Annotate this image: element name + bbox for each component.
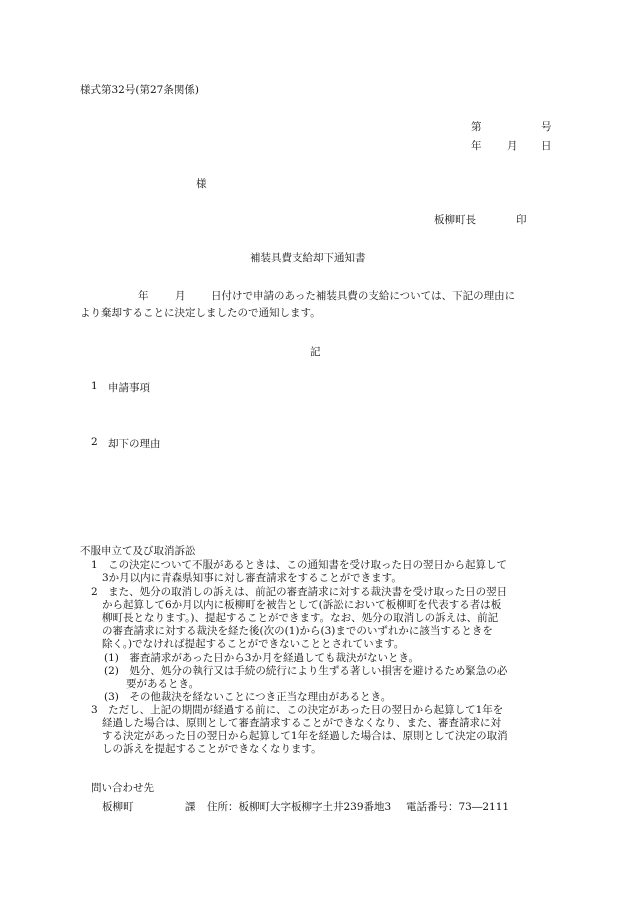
appeal-p1-line-a: 1 この決定について不服があるときは、この通知書を受け取った日の翌日から起算して (91, 559, 507, 571)
appeal-sub2-line-a: (2) 処分、処分の執行又は手続の続行により生ずる著しい損害を避けるため緊急の必 (104, 665, 508, 677)
document-title: 補装具費支給却下通知書 (250, 252, 366, 264)
body-tsuki: 月 (175, 290, 186, 302)
appeal-p3-line-a: 3 ただし、上記の期間が経過する前に、この決定があった日の翌日から起算して1年を (91, 704, 504, 716)
body-line2: より棄却することに決定しましたので通知します。 (80, 307, 321, 319)
contact-town: 板柳町 (102, 801, 134, 813)
ki-heading: 記 (310, 346, 321, 358)
item-1-label: 申請事項 (108, 382, 150, 394)
appeal-heading: 不服申立て及び取消訴訟 (80, 545, 196, 557)
number-go: 号 (541, 121, 552, 133)
appeal-p2-line-c: 柳町長となります。)、提起することができます。なお、処分の取消しの訴えは、前記 (102, 612, 499, 624)
date-hi: 日 (541, 140, 552, 152)
appeal-p1-line-b: 3か月以内に青森県知事に対し審査請求をすることができます。 (102, 572, 402, 584)
appeal-p3-line-b: 経過した場合は、原則として審査請求することができなくなり、また、審査請求に対 (102, 717, 501, 729)
date-tsuki: 月 (507, 140, 518, 152)
number-dai: 第 (471, 121, 482, 133)
body-nen: 年 (138, 290, 149, 302)
contact-ka: 課 (185, 801, 196, 813)
item-2-label: 却下の理由 (108, 438, 161, 450)
addressee-sama: 様 (196, 178, 207, 190)
appeal-sub1: (1) 審査請求があった日から3か月を経過しても裁決がないとき。 (104, 652, 420, 664)
item-2-number: 2 (91, 436, 98, 448)
appeal-p2-line-b: から起算して6か月以内に板柳町を被告として(訴訟において板柳町を代表する者は板 (102, 599, 502, 611)
appeal-p3-line-d: しの訴えを提起することができなくなります。 (102, 743, 322, 755)
contact-address: 住所：板柳町大字板柳字土井239番地3 (207, 801, 392, 813)
date-nen: 年 (471, 140, 482, 152)
contact-phone: 電話番号：73―2111 (406, 801, 510, 813)
issuer-name: 板柳町長 (434, 214, 476, 226)
body-line1: 日付けで申請のあった補装具費の支給については、下記の理由に (211, 290, 516, 302)
item-1-number: 1 (91, 380, 98, 392)
appeal-p2-line-a: 2 また、処分の取消しの訴えは、前記の審査請求に対する裁決書を受け取った日の翌日 (91, 586, 508, 598)
issuer-seal: 印 (516, 214, 527, 226)
form-number: 様式第32号(第27条関係) (80, 84, 199, 96)
appeal-sub3: (3) その他裁決を経ないことにつき正当な理由があるとき。 (104, 691, 392, 703)
contact-heading: 問い合わせ先 (91, 782, 154, 794)
appeal-p2-line-d: の審査請求に対する裁決を経た後(次の(1)から(3)までのいずれかに該当するときを (102, 625, 493, 637)
appeal-p2-line-e: 除く。)でなければ提起することができないこととされています。 (102, 638, 405, 650)
appeal-p3-line-c: する決定があった日の翌日から起算して1年を経過した場合は、原則として決定の取消 (102, 730, 508, 742)
appeal-sub2-line-b: 要があるとき。 (126, 678, 200, 690)
